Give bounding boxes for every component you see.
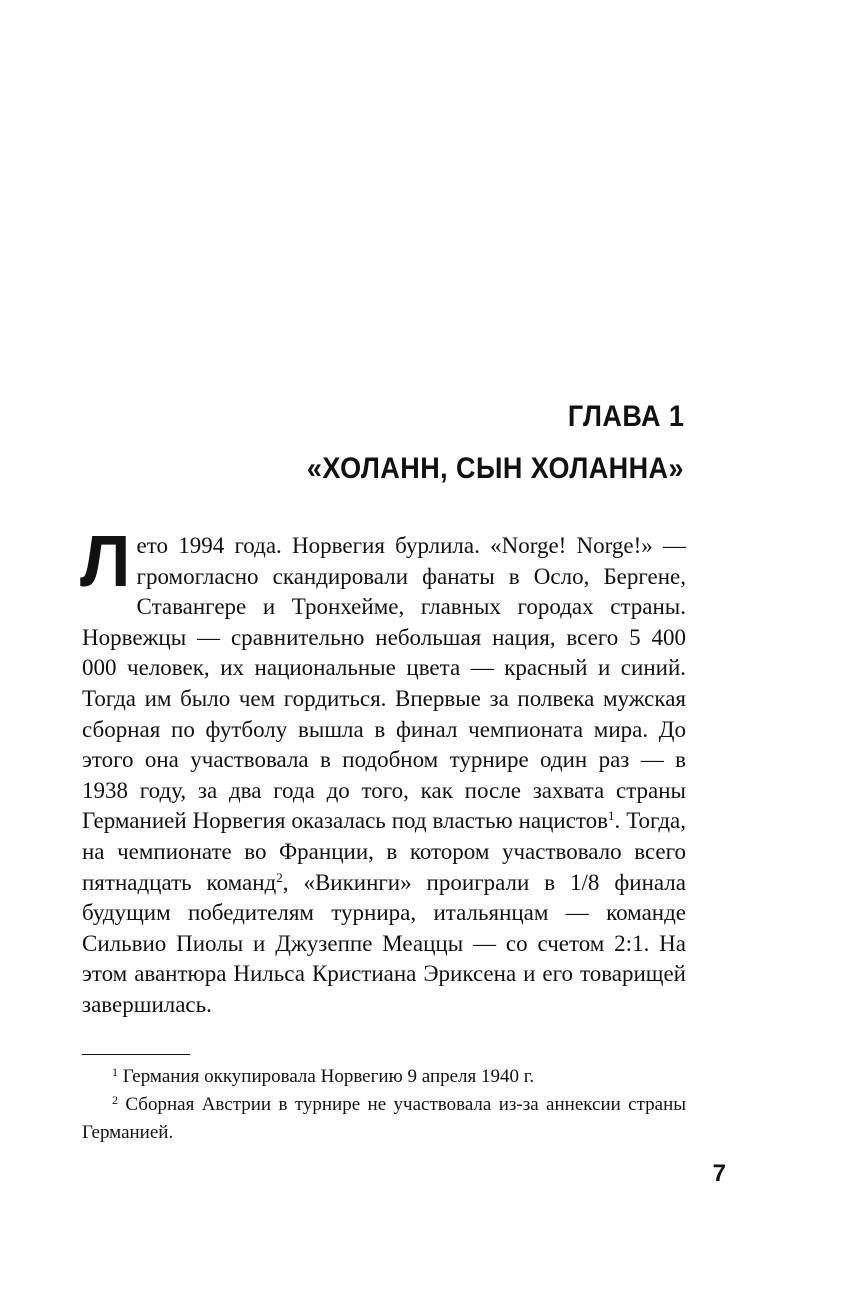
body-paragraph [80,522,686,1021]
body-text-part-2: . Тогда, на чемпионате во Франции, в котором участвовало всего пятнадцать команд [82,808,686,895]
footnote-1 [82,1063,686,1091]
body-text-part-1: ето 1994 года. Норвегия бурлила. «Norge! Norge!» — громогласно скандировали фанаты в Осло, Бергене, Ставангере и Тронхейме, главных городах страны. Норвежцы — сравнительно небольшая нация, всего 5 400 000 человек, их национальные цвета — красный и синий. Тогда им было чем гордиться. Впервые за полвека мужская сборная по футболу вышла в финал чемпионата мира. До этого она участвовала в подобном турнире один раз — в 1938 году, за два года до того, как после захвата страны Германией Норвегия оказалась под властью нацистов [82,533,686,834]
footnote-text-1: Германия оккупировала Норвегию 9 апреля 1940 г. [122,1066,535,1087]
footnote-2 [82,1091,686,1147]
footnotes [82,1063,686,1147]
footnote-divider [82,1054,190,1055]
footnote-mark-1: 1 [112,1065,118,1079]
footnote-ref-1: 1 [608,808,615,824]
footnote-text-2: Сборная Австрии в турнире не участвовала из-за аннексии страны Германией. [82,1094,686,1143]
chapter-title: «ХОЛАНН, СЫН ХОЛАННА» [306,452,684,485]
chapter-number: ГЛАВА 1 [567,400,684,433]
footnote-ref-2: 2 [276,869,283,885]
footnote-mark-2: 2 [112,1093,118,1107]
drop-cap: Л [80,522,131,602]
body-text-part-3: , «Викинги» проиграли в 1/8 финала будущим победителям турнира, итальянцам — команде Сильвио Пиолы и Джузеппе Меаццы — со счетом 2:1. На этом авантюра Нильса Кристиана Эриксена и его товарищей завершилась. [82,869,686,1017]
page-number: 7 [712,1160,726,1187]
